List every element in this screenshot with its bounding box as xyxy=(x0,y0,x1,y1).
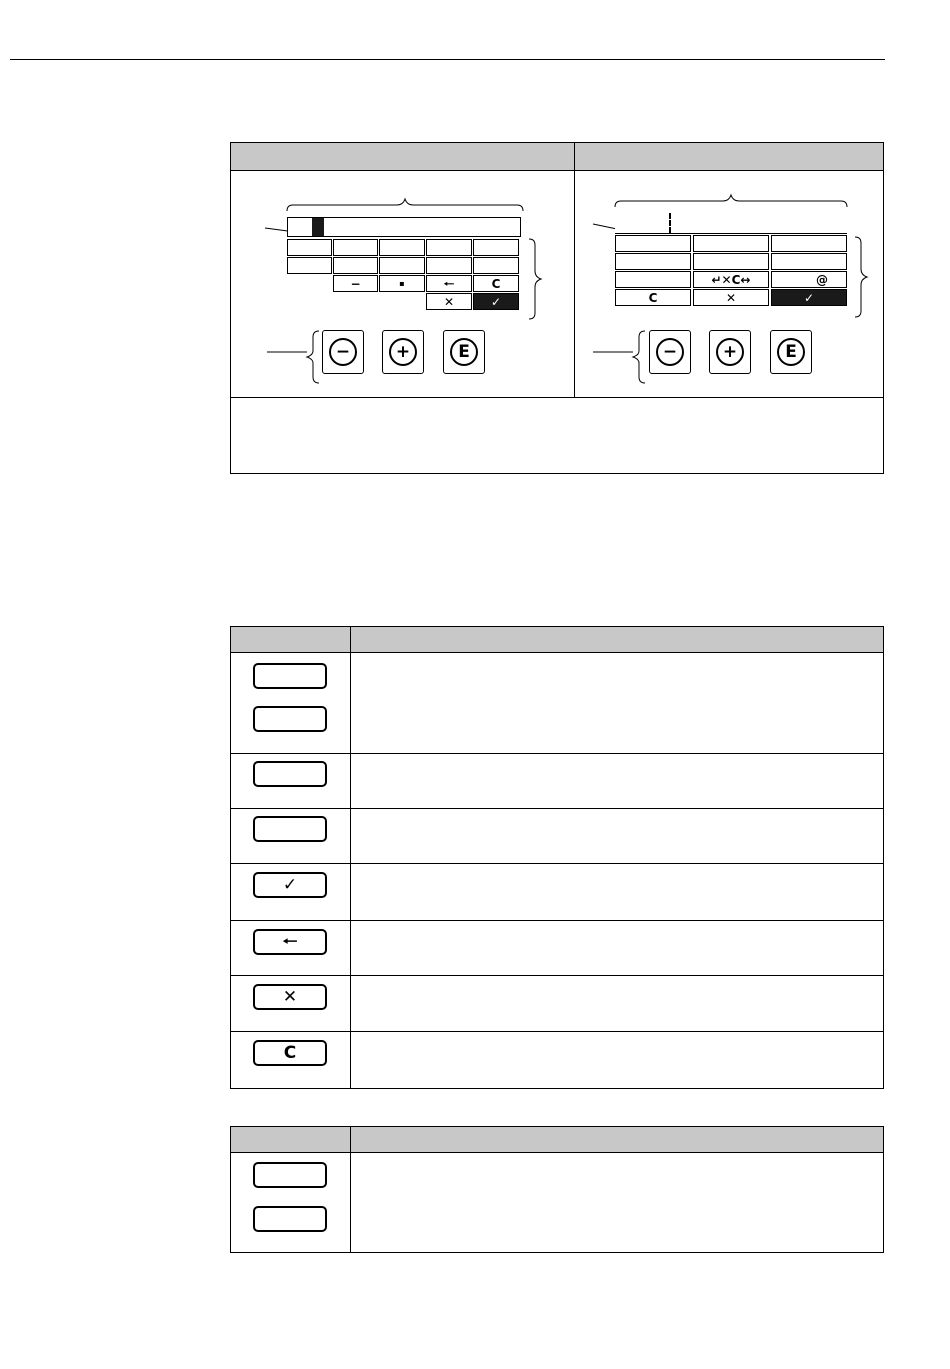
plus-icon: + xyxy=(716,338,744,366)
numeric-key[interactable] xyxy=(379,257,425,274)
key-icon xyxy=(253,663,327,689)
text-key[interactable] xyxy=(693,235,769,252)
text-editor-panel xyxy=(575,171,883,397)
numeric-key[interactable] xyxy=(473,257,519,274)
key-function-table xyxy=(230,626,884,1089)
key-icon xyxy=(253,816,327,842)
key-icon xyxy=(253,1162,327,1188)
confirm-key[interactable] xyxy=(771,289,847,306)
close-icon: ✕ xyxy=(443,294,455,309)
table-row xyxy=(231,976,883,1032)
table-row xyxy=(231,1153,883,1253)
at-sign-icon: @ xyxy=(816,272,828,287)
edit-functions-icon: ↵✕C↔ xyxy=(711,272,751,287)
table-header xyxy=(231,627,883,653)
clear-icon: C xyxy=(253,1040,327,1066)
hardware-enter-button[interactable] xyxy=(443,330,485,374)
arrow-left-icon: 🠐 xyxy=(253,929,327,955)
minus-key[interactable] xyxy=(333,275,378,292)
top-rule xyxy=(10,59,885,60)
table-row xyxy=(231,809,883,864)
close-icon: ✕ xyxy=(253,984,327,1010)
input-cursor xyxy=(312,218,324,236)
backspace-key[interactable] xyxy=(426,275,472,292)
clear-icon: C xyxy=(491,276,501,291)
key-icon xyxy=(253,761,327,787)
text-input-line[interactable] xyxy=(615,215,847,234)
checkmark-icon: ✓ xyxy=(253,872,327,898)
table-row xyxy=(231,1032,883,1089)
hardware-plus-button[interactable] xyxy=(709,330,751,374)
input-cursor xyxy=(669,213,671,233)
numeric-key[interactable] xyxy=(333,257,378,274)
cancel-key[interactable] xyxy=(693,289,769,306)
numeric-key[interactable] xyxy=(287,257,332,274)
text-key[interactable] xyxy=(615,271,691,288)
numeric-key[interactable] xyxy=(333,239,378,256)
numeric-input-line[interactable] xyxy=(287,217,521,237)
enter-icon: E xyxy=(777,338,805,366)
text-key[interactable] xyxy=(771,253,847,270)
minus-icon: − xyxy=(656,338,684,366)
decimal-point-key[interactable] xyxy=(379,275,425,292)
clear-key[interactable] xyxy=(615,289,691,306)
clear-icon: C xyxy=(648,290,658,305)
numeric-key[interactable] xyxy=(287,239,332,256)
clear-key[interactable] xyxy=(473,275,519,292)
numeric-key[interactable] xyxy=(379,239,425,256)
text-key[interactable] xyxy=(693,253,769,270)
numeric-editor-panel xyxy=(231,171,575,397)
key-function-table-2 xyxy=(230,1126,884,1253)
hardware-minus-button[interactable] xyxy=(649,330,691,374)
numeric-key[interactable] xyxy=(473,239,519,256)
plus-icon: + xyxy=(389,338,417,366)
figure-header-numeric xyxy=(231,143,575,171)
checkmark-icon: ✓ xyxy=(490,294,502,309)
arrow-left-icon: 🠐 xyxy=(443,276,455,291)
numeric-key[interactable] xyxy=(426,239,472,256)
cancel-key[interactable] xyxy=(426,293,472,310)
minus-icon: − xyxy=(329,338,357,366)
table-row xyxy=(231,754,883,809)
close-icon: ✕ xyxy=(725,290,737,305)
hardware-enter-button[interactable] xyxy=(770,330,812,374)
key-icon xyxy=(253,1206,327,1232)
text-key[interactable] xyxy=(615,253,691,270)
numeric-key[interactable] xyxy=(426,257,472,274)
hardware-plus-button[interactable] xyxy=(382,330,424,374)
at-sign-key[interactable] xyxy=(771,271,847,288)
dot-icon: ▪ xyxy=(399,278,405,288)
figure-table xyxy=(230,142,884,474)
enter-icon: E xyxy=(450,338,478,366)
table-header xyxy=(231,1127,883,1153)
confirm-key[interactable] xyxy=(473,293,519,310)
text-key[interactable] xyxy=(771,235,847,252)
figure-caption xyxy=(231,397,883,473)
text-key[interactable] xyxy=(615,235,691,252)
edit-functions-key[interactable] xyxy=(693,271,769,288)
figure-header-text xyxy=(575,143,883,171)
table-row xyxy=(231,653,883,754)
minus-icon: − xyxy=(350,276,361,291)
checkmark-icon: ✓ xyxy=(803,290,815,305)
table-row xyxy=(231,921,883,976)
table-row xyxy=(231,864,883,921)
key-icon xyxy=(253,706,327,732)
hardware-minus-button[interactable] xyxy=(322,330,364,374)
